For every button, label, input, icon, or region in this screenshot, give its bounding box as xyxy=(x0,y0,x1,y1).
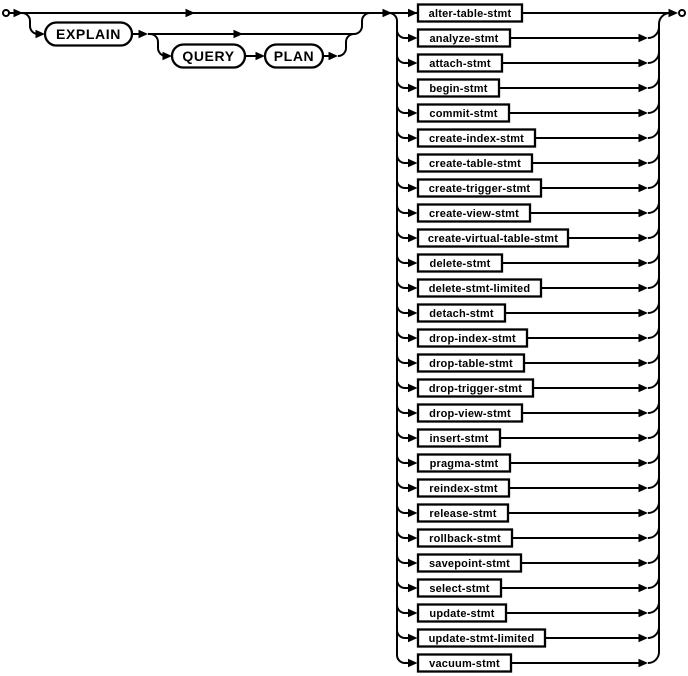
right-branch-curve xyxy=(648,627,659,638)
node-label: release-stmt xyxy=(429,508,497,520)
arrow-icon xyxy=(639,209,649,217)
arrow-icon xyxy=(639,159,649,167)
right-branch-curve xyxy=(648,352,659,363)
arrow-icon xyxy=(408,409,418,417)
left-branch-curve xyxy=(397,280,405,288)
node-select-stmt[interactable] xyxy=(418,580,501,597)
node-pragma-stmt[interactable] xyxy=(418,455,510,472)
right-branch-curve xyxy=(648,602,659,613)
right-branch-curve xyxy=(648,377,659,388)
arrow-icon xyxy=(408,234,418,242)
keyword-plan xyxy=(265,45,323,68)
keyword-query xyxy=(172,45,245,68)
arrow-icon xyxy=(256,52,266,60)
node-label: rollback-stmt xyxy=(429,533,501,545)
node-label: analyze-stmt xyxy=(429,33,499,45)
right-branch-curve xyxy=(648,177,659,188)
right-branch-curve xyxy=(648,227,659,238)
plan-return-curve xyxy=(338,34,354,56)
node-begin-stmt[interactable] xyxy=(418,80,499,97)
arrow-icon xyxy=(639,609,649,617)
arrow-icon xyxy=(639,509,649,517)
right-branch-curve xyxy=(648,327,659,338)
left-branch-curve xyxy=(397,580,405,588)
right-branch-curve xyxy=(648,652,659,663)
left-branch-curve xyxy=(397,480,405,488)
arrow-icon xyxy=(639,284,649,292)
arrow-icon xyxy=(14,9,24,17)
arrow-icon xyxy=(408,459,418,467)
left-branch-curve xyxy=(397,505,405,513)
arrow-icon xyxy=(36,30,46,38)
node-label: create-view-stmt xyxy=(428,208,520,220)
right-branch-curve xyxy=(648,302,659,313)
node-savepoint-stmt[interactable] xyxy=(418,555,521,572)
arrow-icon xyxy=(639,634,649,642)
right-trunk-top-curve xyxy=(659,13,670,24)
right-branch-curve xyxy=(648,152,659,163)
arrow-icon xyxy=(408,359,418,367)
node-update-stmt[interactable] xyxy=(418,605,506,622)
node-label: create-index-stmt xyxy=(428,133,525,145)
arrow-icon xyxy=(639,434,649,442)
arrow-icon xyxy=(639,84,649,92)
node-label: delete-stmt xyxy=(429,258,491,270)
left-branch-curve xyxy=(397,55,405,63)
arrow-icon xyxy=(639,534,649,542)
node-label: attach-stmt xyxy=(429,58,491,70)
node-delete-stmt-limited[interactable] xyxy=(418,280,541,297)
left-branch-curve xyxy=(397,230,405,238)
arrow-icon xyxy=(408,184,418,192)
arrow-icon xyxy=(639,409,649,417)
node-drop-view-stmt[interactable] xyxy=(418,405,522,422)
node-label: select-stmt xyxy=(429,583,490,595)
node-drop-index-stmt[interactable] xyxy=(418,330,527,347)
right-branch-curve xyxy=(648,277,659,288)
right-branch-curve xyxy=(648,27,659,38)
node-drop-table-stmt[interactable] xyxy=(418,355,524,372)
arrow-icon xyxy=(408,84,418,92)
right-branch-curve xyxy=(648,202,659,213)
right-branch-curve xyxy=(648,102,659,113)
arrow-icon xyxy=(408,159,418,167)
left-branch-curve xyxy=(397,530,405,538)
keyword-label: PLAN xyxy=(273,48,315,64)
node-vacuum-stmt[interactable] xyxy=(418,655,511,672)
arrow-icon xyxy=(408,584,418,592)
left-branch-curve xyxy=(397,155,405,163)
arrow-icon xyxy=(639,584,649,592)
node-label: alter-table-stmt xyxy=(428,8,512,20)
right-branch-curve xyxy=(648,402,659,413)
node-label: drop-index-stmt xyxy=(429,333,516,345)
node-label: create-trigger-stmt xyxy=(428,183,531,195)
arrow-icon xyxy=(408,634,418,642)
arrow-icon xyxy=(163,52,173,60)
node-insert-stmt[interactable] xyxy=(418,430,500,447)
left-branch-curve xyxy=(397,405,405,413)
node-reindex-stmt[interactable] xyxy=(418,480,509,497)
node-label: update-stmt-limited xyxy=(428,633,535,645)
node-create-trigger-stmt[interactable] xyxy=(418,180,541,197)
arrow-icon xyxy=(329,52,339,60)
arrow-icon xyxy=(408,34,418,42)
left-branch-curve xyxy=(397,305,405,313)
left-branch-curve xyxy=(397,430,405,438)
arrow-icon xyxy=(408,434,418,442)
arrow-icon xyxy=(639,484,649,492)
left-branch-curve xyxy=(397,130,405,138)
arrow-icon xyxy=(639,384,649,392)
arrow-icon xyxy=(639,459,649,467)
explain-return-curve xyxy=(354,13,370,34)
node-label: create-virtual-table-stmt xyxy=(427,233,559,245)
start-terminal-icon xyxy=(3,10,9,16)
node-label: commit-stmt xyxy=(429,108,498,120)
node-delete-stmt[interactable] xyxy=(418,255,502,272)
node-rollback-stmt[interactable] xyxy=(418,530,512,547)
arrow-icon xyxy=(408,484,418,492)
arrow-icon xyxy=(408,334,418,342)
arrow-icon xyxy=(639,309,649,317)
left-branch-curve xyxy=(397,380,405,388)
arrow-icon xyxy=(408,509,418,517)
arrow-icon xyxy=(639,259,649,267)
node-commit-stmt[interactable] xyxy=(418,105,509,122)
arrow-icon xyxy=(408,559,418,567)
left-branch-curve xyxy=(397,555,405,563)
arrow-icon xyxy=(408,609,418,617)
right-branch-curve xyxy=(648,52,659,63)
arrow-icon xyxy=(408,209,418,217)
arrow-icon xyxy=(408,309,418,317)
arrow-icon xyxy=(639,134,649,142)
end-terminal-icon xyxy=(679,10,685,16)
keyword-label: QUERY xyxy=(182,48,235,64)
node-label: update-stmt xyxy=(429,608,495,620)
arrow-icon xyxy=(639,659,649,667)
arrow-icon xyxy=(639,109,649,117)
left-branch-curve xyxy=(397,605,405,613)
node-create-view-stmt[interactable] xyxy=(418,205,530,222)
right-branch-curve xyxy=(648,477,659,488)
left-branch-curve xyxy=(397,205,405,213)
node-analyze-stmt[interactable] xyxy=(418,30,510,47)
right-branch-curve xyxy=(648,502,659,513)
left-branch-curve xyxy=(397,30,405,38)
right-branch-curve xyxy=(648,452,659,463)
arrow-icon xyxy=(639,359,649,367)
arrow-icon xyxy=(669,9,679,17)
node-label: reindex-stmt xyxy=(429,483,498,495)
right-branch-curve xyxy=(648,252,659,263)
arrow-icon xyxy=(639,559,649,567)
arrow-icon xyxy=(639,234,649,242)
node-label: savepoint-stmt xyxy=(428,558,511,570)
arrow-icon xyxy=(234,30,244,38)
arrow-icon xyxy=(639,184,649,192)
arrow-icon xyxy=(408,59,418,67)
arrow-icon xyxy=(408,134,418,142)
node-detach-stmt[interactable] xyxy=(418,305,505,322)
node-label: begin-stmt xyxy=(429,83,488,95)
left-branch-curve xyxy=(397,630,405,638)
node-label: pragma-stmt xyxy=(429,458,499,470)
left-branch-curve xyxy=(397,180,405,188)
arrow-icon xyxy=(408,284,418,292)
left-branch-curve xyxy=(397,255,405,263)
right-branch-curve xyxy=(648,427,659,438)
node-create-index-stmt[interactable] xyxy=(418,130,535,147)
right-branch-curve xyxy=(648,552,659,563)
arrow-icon xyxy=(408,259,418,267)
left-branch-curve xyxy=(397,355,405,363)
left-branch-curve xyxy=(397,105,405,113)
right-branch-curve xyxy=(648,577,659,588)
node-release-stmt[interactable] xyxy=(418,505,508,522)
arrow-icon xyxy=(408,384,418,392)
keyword-label: EXPLAIN xyxy=(56,26,121,42)
node-label: drop-trigger-stmt xyxy=(428,383,523,395)
arrow-icon xyxy=(639,34,649,42)
right-branch-curve xyxy=(648,527,659,538)
node-drop-trigger-stmt[interactable] xyxy=(418,380,533,397)
node-label: delete-stmt-limited xyxy=(428,283,531,295)
node-label: create-table-stmt xyxy=(428,158,522,170)
node-attach-stmt[interactable] xyxy=(418,55,502,72)
node-label: detach-stmt xyxy=(429,308,494,320)
right-branch-curve xyxy=(648,77,659,88)
node-alter-table-stmt[interactable] xyxy=(418,5,522,22)
node-create-virtual-table-stmt[interactable] xyxy=(418,230,568,247)
arrow-icon xyxy=(639,334,649,342)
node-label: drop-table-stmt xyxy=(429,358,513,370)
node-label: insert-stmt xyxy=(429,433,489,445)
arrow-icon xyxy=(408,659,418,667)
arrow-icon xyxy=(408,534,418,542)
arrow-icon xyxy=(408,109,418,117)
arrow-icon xyxy=(186,9,196,17)
arrow-icon xyxy=(408,9,418,17)
arrow-icon xyxy=(639,59,649,67)
node-create-table-stmt[interactable] xyxy=(418,155,532,172)
left-branch-curve xyxy=(397,330,405,338)
node-label: vacuum-stmt xyxy=(429,658,500,670)
left-branch-curve xyxy=(397,80,405,88)
arrow-icon xyxy=(139,30,149,38)
keyword-explain xyxy=(45,23,132,46)
right-branch-curve xyxy=(648,127,659,138)
node-update-stmt-limited[interactable] xyxy=(418,630,545,647)
node-label: drop-view-stmt xyxy=(429,408,511,420)
left-branch-curve xyxy=(397,455,405,463)
